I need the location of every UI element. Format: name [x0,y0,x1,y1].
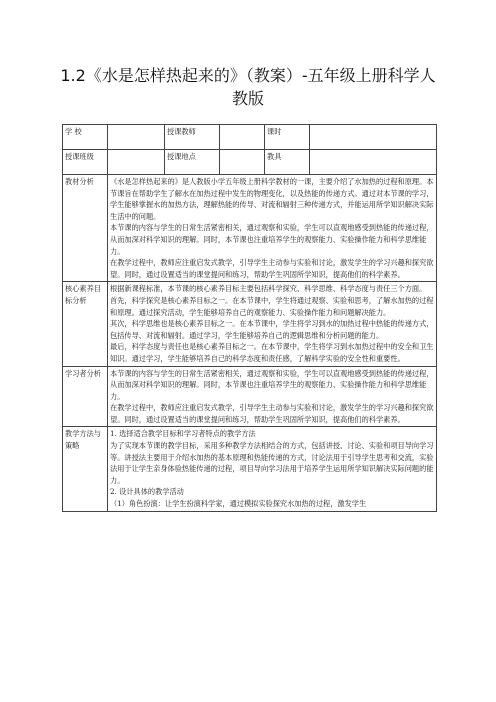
section-row-core-literacy [63,282,437,366]
section-paragraph: 本节课的内容与学生的日常生活紧密相关，通过观察和实验，学生可以直观地感受到热能的传递过程，从而加深对科学知识的理解。同时，本节课也注重培养学生的观察能力、实验操作能力和科学思维能力。 [110,223,434,256]
section-content [108,175,437,282]
class-label: 授课班级 [63,150,108,175]
section-paragraph: 最后，科学态度与责任也是核心素养目标之一。在本节课中，学生将学习到水加热过程中的安全和卫生知识。通过学习，学生能够培养自己的科学态度和责任感，了解科学实验的安全性和重要性。 [110,342,434,363]
lesson-plan-table [62,124,437,512]
section-content [108,282,437,366]
section-content [108,366,437,427]
school-label: 学 校 [63,125,108,150]
section-paragraph: 在教学过程中，教师应注重启发式教学，引导学生主动参与实验和讨论，激发学生的学习兴趣和探究欲望。同时，通过设置适当的课堂提问和练习，帮助学生巩固所学知识，提高他们的科学素养。 [110,403,434,424]
section-paragraph: 在教学过程中，教师应注重启发式教学，引导学生主动参与实验和讨论，激发学生的学习兴趣和探究欲望。同时，通过设置适当的课堂提问和练习，帮助学生巩固所学知识，提高他们的科学素养。 [110,258,434,279]
section-paragraph: 2. 设计具体的教学活动 [110,487,184,497]
school-value[interactable] [108,125,165,150]
teacher-value[interactable] [220,125,265,150]
section-paragraph: 1. 选择适合教学目标和学习者特点的教学方法 [110,429,256,439]
section-paragraph: （1）角色扮演：让学生扮演科学家，通过模拟实验探究水加热的过程，激发学生 [110,499,367,509]
section-paragraph: 《水是怎样热起来的》是人教版小学五年级上册科学教材的一课，主要介绍了水加热的过程和原理。本节课旨在帮助学生了解水在加热过程中发生的物理变化，以及热能的传递方式。通过对本节课的学习，学生能够掌握水的加热方法，理解热能的传导、对流和辐射三种传递方式，并能运用所学知识解决实际生活中的问题。 [110,177,434,221]
place-label: 授课地点 [165,150,220,175]
section-paragraph: 首先，科学探究是核心素养目标之一。在本节课中，学生将通过观察、实验和思考，了解水加热的过程和原理。通过探究活动，学生能够培养自己的观察能力、实验操作能力和问题解决能力。 [110,295,434,317]
section-paragraph: 根据新课程标准，本节课的核心素养目标主要包括科学探究、科学思维、科学态度与责任三个方面。 [110,284,427,294]
teacher-label: 授课教师 [165,125,220,150]
document-title: 1.2《水是怎样热起来的》（教案）-五年级上册科学人教版 [60,66,436,108]
header-row-1 [63,125,437,150]
class-value[interactable] [108,150,165,175]
teaching-aids-value[interactable] [310,150,437,175]
section-label: 教学方法与策略 [63,427,108,511]
period-value[interactable] [310,125,437,150]
section-content [108,427,437,511]
section-label: 核心素养目标分析 [63,282,108,366]
section-label: 学习者分析 [63,366,108,427]
section-paragraph: 为了实现本节课的教学目标，采用多种教学方法相结合的方式，包括讲授、讨论、实验和项目导向学习等。讲授法主要用于介绍水加热的基本原理和热能传递的方式，讨论法用于引导学生思考和交流，实验法用于让学生亲身体验热能传递的过程，项目导向学习法用于培养学生运用所学知识解决实际问题的能力。 [110,441,434,485]
section-paragraph: 本节课的内容与学生的日常生活紧密相关，通过观察和实验，学生可以直观地感受到热能的传递过程，从而加深对科学知识的理解。同时，本节课也注重培养学生的观察能力、实验操作能力和科学思维能力。 [110,368,434,401]
section-paragraph: 其次，科学思维也是核心素养目标之一。在本节课中，学生将学习到水的加热过程中热能的传递方式，包括传导、对流和辐射。通过学习，学生能够培养自己的逻辑思维和分析问题的能力。 [110,319,434,340]
teaching-aids-label: 教具 [265,150,310,175]
section-label: 教材分析 [63,175,108,282]
header-row-2 [63,150,437,175]
section-row-textbook-analysis [63,175,437,282]
section-row-teaching-methods [63,427,437,511]
place-value[interactable] [220,150,265,175]
period-label: 课时 [265,125,310,150]
section-row-learner-analysis [63,366,437,427]
